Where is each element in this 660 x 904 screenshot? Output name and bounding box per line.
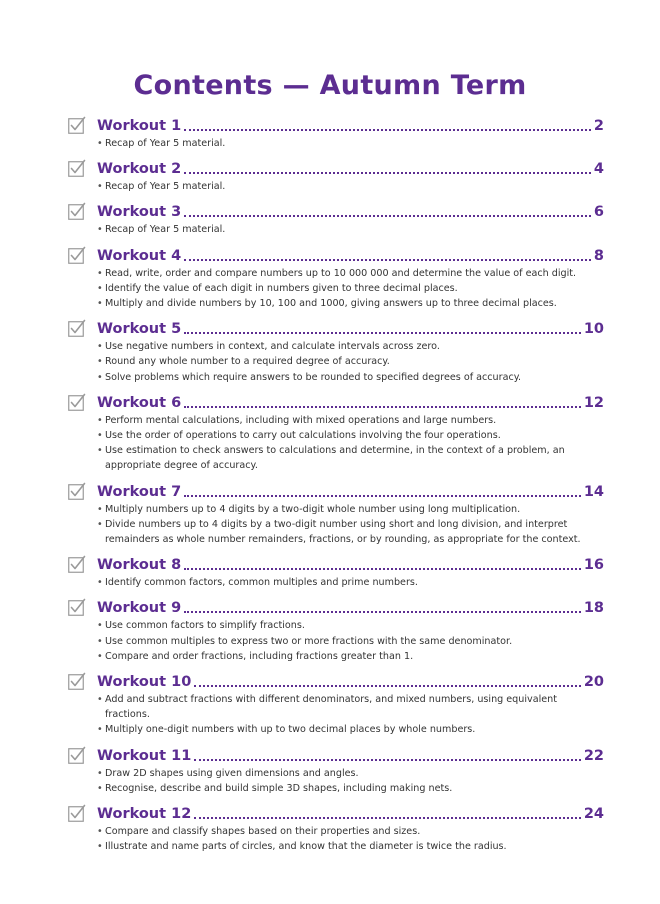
objectives-list: [68, 266, 604, 312]
dot-leader: [184, 495, 581, 497]
dot-leader: [184, 172, 591, 174]
objective-item: • Read, write, order and compare numbers up to 10 000 000 and determine the value of each digit.: [97, 266, 604, 281]
workout-entry: [68, 157, 604, 194]
objectives-list: [68, 339, 604, 385]
objective-item: • Draw 2D shapes using given dimensions and angles.: [97, 766, 604, 781]
checkbox-tick-icon[interactable]: [68, 672, 86, 690]
checkbox-tick-icon[interactable]: [68, 804, 86, 822]
checkbox-tick-icon[interactable]: [68, 159, 86, 177]
objective-item: • Recap of Year 5 material.: [97, 179, 604, 194]
workout-heading[interactable]: [68, 200, 604, 222]
page-number: 8: [593, 247, 604, 264]
page-number: 2: [593, 118, 604, 134]
workout-title: Workout 7: [97, 483, 182, 500]
checkbox-tick-icon[interactable]: [68, 482, 86, 500]
workout-title: Workout 3: [97, 204, 182, 221]
workout-title: Workout 10: [97, 674, 192, 691]
workout-heading[interactable]: [68, 596, 604, 618]
workout-entry: [68, 802, 604, 854]
objectives-list: [68, 692, 604, 738]
workout-title: Workout 4: [97, 247, 182, 264]
workout-heading[interactable]: [68, 670, 604, 692]
workout-heading[interactable]: [68, 744, 604, 766]
workout-title: Workout 2: [97, 161, 182, 178]
dot-leader: [184, 129, 591, 131]
workout-title: Workout 9: [97, 600, 182, 617]
objective-item: • Multiply and divide numbers by 10, 100 and 1000, giving answers up to three decimal places.: [97, 296, 604, 311]
workout-heading[interactable]: [68, 391, 604, 413]
objective-item: • Use negative numbers in context, and calculate intervals across zero.: [97, 339, 604, 354]
objectives-list: [68, 136, 604, 151]
objectives-list: [68, 179, 604, 194]
page-number: 12: [583, 394, 604, 411]
page-number: 16: [583, 557, 604, 574]
objective-item: • Identify common factors, common multiples and prime numbers.: [97, 575, 604, 590]
objective-item: • Recap of Year 5 material.: [97, 222, 604, 237]
objective-item: • Multiply one-digit numbers with up to two decimal places by whole numbers.: [97, 722, 604, 737]
page-number: 6: [593, 204, 604, 221]
objective-item: • Compare and order fractions, including fractions greater than 1.: [97, 649, 604, 664]
workout-heading[interactable]: [68, 157, 604, 179]
objective-item: • Add and subtract fractions with different denominators, and mixed numbers, using equivalent fractions.: [97, 692, 604, 722]
objectives-list: [68, 766, 604, 796]
objective-item: • Use the order of operations to carry out calculations involving the four operations.: [97, 428, 604, 443]
dot-leader: [184, 332, 581, 334]
objective-item: • Divide numbers up to 4 digits by a two-digit number using short and long division, and interpret remainders as whole number remainders, fractions, or by rounding, as appropriate for the context.: [97, 517, 604, 547]
workout-entry: [68, 200, 604, 237]
objective-item: • Identify the value of each digit in numbers given to three decimal places.: [97, 281, 604, 296]
dot-leader: [184, 568, 581, 570]
workout-heading[interactable]: [68, 114, 604, 136]
objective-item: • Recognise, describe and build simple 3D shapes, including making nets.: [97, 781, 604, 796]
workout-heading[interactable]: [68, 802, 604, 824]
workout-title: Workout 12: [97, 806, 192, 823]
objective-item: • Solve problems which require answers to be rounded to specified degrees of accuracy.: [97, 370, 604, 385]
objective-item: • Use estimation to check answers to calculations and determine, in the context of a problem, an appropriate degree of accuracy.: [97, 443, 604, 473]
objective-item: • Perform mental calculations, including with mixed operations and large numbers.: [97, 413, 604, 428]
objectives-list: [68, 618, 604, 664]
objective-item: • Illustrate and name parts of circles, and know that the diameter is twice the radius.: [97, 839, 604, 854]
workout-entry: [68, 391, 604, 474]
workout-entry: [68, 480, 604, 548]
workout-title: Workout 1: [97, 118, 182, 134]
page-number: 20: [583, 674, 604, 691]
checkbox-tick-icon[interactable]: [68, 393, 86, 411]
workout-entry: [68, 553, 604, 590]
page-number: 24: [583, 806, 604, 823]
checkbox-tick-icon[interactable]: [68, 202, 86, 220]
objectives-list: [68, 502, 604, 548]
workout-heading[interactable]: [68, 480, 604, 502]
workout-title: Workout 5: [97, 321, 182, 338]
objective-item: • Multiply numbers up to 4 digits by a two-digit whole number using long multiplication.: [97, 502, 604, 517]
checkbox-tick-icon[interactable]: [68, 319, 86, 337]
page-title: Contents — Autumn Term: [133, 70, 527, 101]
checkbox-tick-icon[interactable]: [68, 598, 86, 616]
objectives-list: [68, 575, 604, 590]
page-number: 10: [583, 321, 604, 338]
workout-heading[interactable]: [68, 553, 604, 575]
objective-item: • Compare and classify shapes based on their properties and sizes.: [97, 824, 604, 839]
workout-entry: [68, 670, 604, 738]
objective-item: • Use common factors to simplify fractions.: [97, 618, 604, 633]
workout-heading[interactable]: [68, 317, 604, 339]
contents-list: [68, 114, 604, 860]
workout-entry: [68, 114, 604, 151]
dot-leader: [194, 685, 581, 687]
workout-entry: [68, 244, 604, 312]
objectives-list: [68, 413, 604, 474]
page-number: 4: [593, 161, 604, 178]
dot-leader: [184, 259, 591, 261]
workout-entry: [68, 317, 604, 385]
objectives-list: [68, 222, 604, 237]
checkbox-tick-icon[interactable]: [68, 246, 86, 264]
page-number: 18: [583, 600, 604, 617]
workout-entry: [68, 596, 604, 664]
dot-leader: [184, 215, 591, 217]
page-number: 22: [583, 747, 604, 764]
objective-item: • Recap of Year 5 material.: [97, 136, 604, 151]
checkbox-tick-icon[interactable]: [68, 555, 86, 573]
workout-title: Workout 8: [97, 557, 182, 574]
objectives-list: [68, 824, 604, 854]
workout-title: Workout 11: [97, 747, 192, 764]
dot-leader: [194, 817, 581, 819]
objective-item: • Use common multiples to express two or more fractions with the same denominator.: [97, 634, 604, 649]
page-number: 14: [583, 483, 604, 500]
dot-leader: [184, 406, 581, 408]
checkbox-tick-icon[interactable]: [68, 116, 86, 134]
objective-item: • Round any whole number to a required degree of accuracy.: [97, 354, 604, 369]
dot-leader: [184, 611, 581, 613]
checkbox-tick-icon[interactable]: [68, 746, 86, 764]
workout-title: Workout 6: [97, 394, 182, 411]
workout-entry: [68, 744, 604, 796]
workout-heading[interactable]: [68, 244, 604, 266]
dot-leader: [194, 759, 581, 761]
